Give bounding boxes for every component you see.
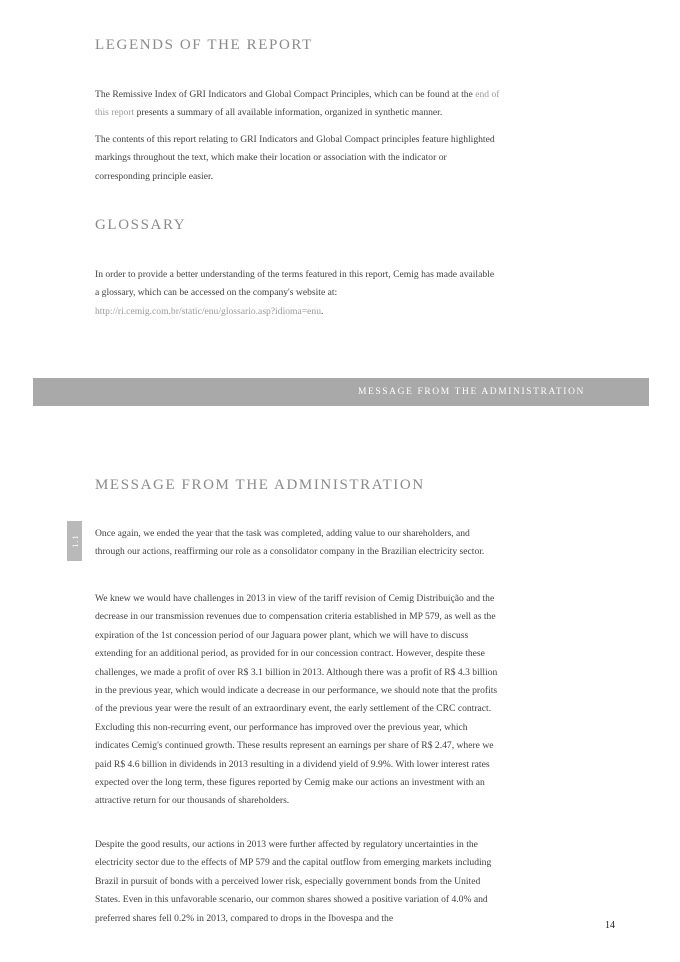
message-paragraph-2: We knew we would have challenges in 2013 in view of the tariff revision of Cemig Distribuição and the decrease in our transmission revenues due to compensation criteria established in MP 579, as well as the expiration of the 1st concession period of our Jaguara power plant, which we will have to discuss extending for an additional period, as provided for in our concession contract. However, despite these challenges, we made a profit of over R$ 3.1 billion in 2013. Although there was a profit of R$ 4.3 billion in the previous year, which would indicate a decrease in our performance, we should note that the profits of the previous year were the result of an extraordinary event, the early settlement of the CRC contract. Excluding this non-recurring event, our performance has improved over the previous year, which indicates Cemig's continued growth. These results represent an earnings per share of R$ 2.47, where we paid R$ 4.6 billion in dividends in 2013 resulting in a dividend yield of 9.9%. With lower interest rates expected over the long term, these figures reported by Cemig make our actions an investment with an attractive return for our thousands of shareholders. (95, 593, 498, 807)
message-heading: MESSAGE FROM THE ADMINISTRATION (95, 477, 425, 493)
legends-text-before-link: The Remissive Index of GRI Indicators and Global Compact Principles, which can be found at the (95, 89, 476, 100)
legends-paragraph-2: The contents of this report relating to GRI Indicators and Global Compact principles feature highlighted markings throughout the text, which make their location or association with the indicator or corresponding principle easier. (95, 134, 495, 182)
section-banner-label: MESSAGE FROM THE ADMINISTRATION (357, 387, 585, 397)
page-number: 14 (605, 920, 615, 931)
glossary-text-after-link: . (321, 305, 324, 317)
section-number-tab (67, 521, 82, 561)
legends-paragraph-1 (95, 86, 500, 123)
glossary-text-before-link: In order to provide a better understanding of the terms featured in this report, Cemig has made available a glossary, which can be accessed on the company's website at: (95, 269, 495, 299)
glossary-paragraph (95, 266, 500, 321)
legends-heading: LEGENDS OF THE REPORT (95, 37, 313, 53)
message-paragraph-1: Once again, we ended the year that the task was completed, adding value to our shareholders, and through our actions, reaffirming our role as a consolidator company in the Brazilian electricity sector. (95, 528, 485, 558)
end-of-report-link[interactable]: end of this report (95, 89, 500, 119)
section-banner (33, 378, 649, 406)
glossary-url-link[interactable]: http://ri.cemig.com.br/static/enu/glossario.asp?idioma=enu (95, 305, 322, 317)
glossary-heading: GLOSSARY (95, 217, 187, 233)
section-number: 1.1 (69, 534, 80, 548)
message-paragraph-3: Despite the good results, our actions in 2013 were further affected by regulatory uncertainties in the electricity sector due to the effects of MP 579 and the capital outflow from emerging markets including Brazil in pursuit of bonds with a perceived lower risk, especially government bonds from the United States. Even in this unfavorable scenario, our common shares showed a positive variation of 4.0% and preferred shares fell 0.2% in 2013, compared to drops in the Ibovespa and the (95, 839, 492, 924)
legends-text-after-link: presents a summary of all available information, organized in synthetic manner. (134, 107, 443, 119)
